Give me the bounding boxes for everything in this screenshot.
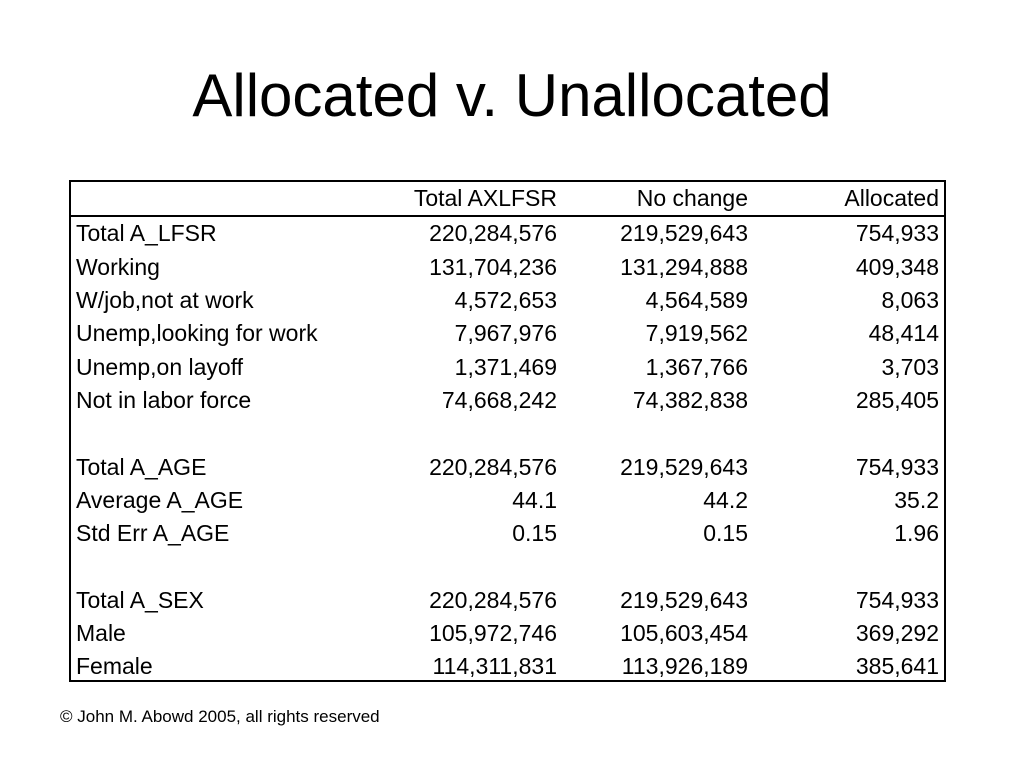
- row-label-cell: [71, 417, 371, 450]
- row-label-cell: Female: [76, 653, 153, 680]
- value-cell: 220,284,576: [429, 220, 557, 247]
- data-table: [71, 182, 944, 683]
- value-cell: 7,967,976: [454, 320, 557, 347]
- row-label-cell: Unemp,looking for work: [76, 320, 318, 347]
- table-row: [71, 350, 944, 383]
- header-cell-total-axlfsr: Total AXLFSR: [371, 182, 562, 216]
- value-cell: 4,572,653: [454, 287, 557, 314]
- value-cell: 285,405: [855, 386, 939, 413]
- table-row: [71, 584, 944, 617]
- value-cell: 44.1: [512, 486, 557, 513]
- value-cell: [371, 417, 562, 450]
- table-row: [71, 216, 944, 250]
- value-cell: 3,703: [881, 353, 939, 380]
- table-row: [71, 517, 944, 550]
- row-label-cell: [71, 550, 371, 583]
- value-cell: 74,668,242: [441, 386, 557, 413]
- value-cell: 220,284,576: [429, 453, 557, 480]
- value-cell: 113,926,189: [621, 653, 748, 680]
- table-row: [71, 417, 944, 450]
- value-cell: [371, 550, 562, 583]
- table-row: [71, 284, 944, 317]
- value-cell: 35.2: [894, 486, 939, 513]
- row-label-cell: W/job,not at work: [76, 287, 254, 314]
- table-row: [71, 484, 944, 517]
- value-cell: [562, 550, 753, 583]
- value-cell: 4,564,589: [645, 287, 748, 314]
- value-cell: 754,933: [855, 586, 939, 613]
- value-cell: 8,063: [881, 287, 939, 314]
- value-cell: 220,284,576: [429, 586, 557, 613]
- value-cell: 105,972,746: [429, 620, 557, 646]
- value-cell: 409,348: [855, 253, 939, 280]
- value-cell: [753, 550, 944, 583]
- row-label-cell: Average A_AGE: [76, 486, 244, 513]
- row-label-cell: Unemp,on layoff: [76, 353, 244, 380]
- row-label-cell: Std Err A_AGE: [76, 520, 230, 547]
- value-cell: 114,311,831: [432, 653, 557, 680]
- value-cell: 7,919,562: [645, 320, 748, 347]
- value-cell: 219,529,643: [620, 453, 748, 480]
- value-cell: 219,529,643: [620, 586, 748, 613]
- value-cell: [562, 417, 753, 450]
- slide-title: Allocated v. Unallocated: [192, 62, 832, 129]
- value-cell: 74,382,838: [632, 386, 748, 413]
- table-row: [71, 650, 944, 683]
- copyright-notice: © John M. Abowd 2005, all rights reserved: [60, 707, 380, 726]
- value-cell: 369,292: [855, 620, 939, 646]
- table-row: [71, 550, 944, 583]
- value-cell: 131,294,888: [620, 253, 748, 280]
- table-body: [71, 216, 944, 683]
- value-cell: 105,603,454: [620, 620, 748, 646]
- row-label-cell: Male: [76, 620, 126, 646]
- value-cell: 219,529,643: [620, 220, 748, 247]
- row-label-cell: Working: [76, 253, 160, 280]
- value-cell: 44.2: [703, 486, 748, 513]
- value-cell: 0.15: [512, 520, 557, 547]
- table-row: [71, 617, 944, 650]
- value-cell: [753, 417, 944, 450]
- header-cell-allocated: Allocated: [753, 182, 944, 216]
- row-label-cell: Total A_LFSR: [76, 220, 217, 247]
- table-header-row: [71, 182, 944, 216]
- table-row: [71, 450, 944, 483]
- row-label-cell: Not in labor force: [76, 386, 252, 413]
- value-cell: 1.96: [894, 520, 939, 547]
- table-row: [71, 251, 944, 284]
- value-cell: 754,933: [855, 220, 939, 247]
- table-row: [71, 384, 944, 417]
- value-cell: 1,367,766: [645, 353, 748, 380]
- data-table-frame: [69, 180, 946, 682]
- row-label-cell: Total A_AGE: [76, 453, 207, 480]
- value-cell: 754,933: [855, 453, 939, 480]
- value-cell: 1,371,469: [454, 353, 557, 380]
- value-cell: 0.15: [703, 520, 748, 547]
- value-cell: 385,641: [855, 653, 939, 680]
- value-cell: 48,414: [868, 320, 939, 347]
- value-cell: 131,704,236: [429, 253, 557, 280]
- header-cell-label: [71, 182, 371, 216]
- table-row: [71, 317, 944, 350]
- row-label-cell: Total A_SEX: [76, 586, 204, 613]
- header-cell-no-change: No change: [562, 182, 753, 216]
